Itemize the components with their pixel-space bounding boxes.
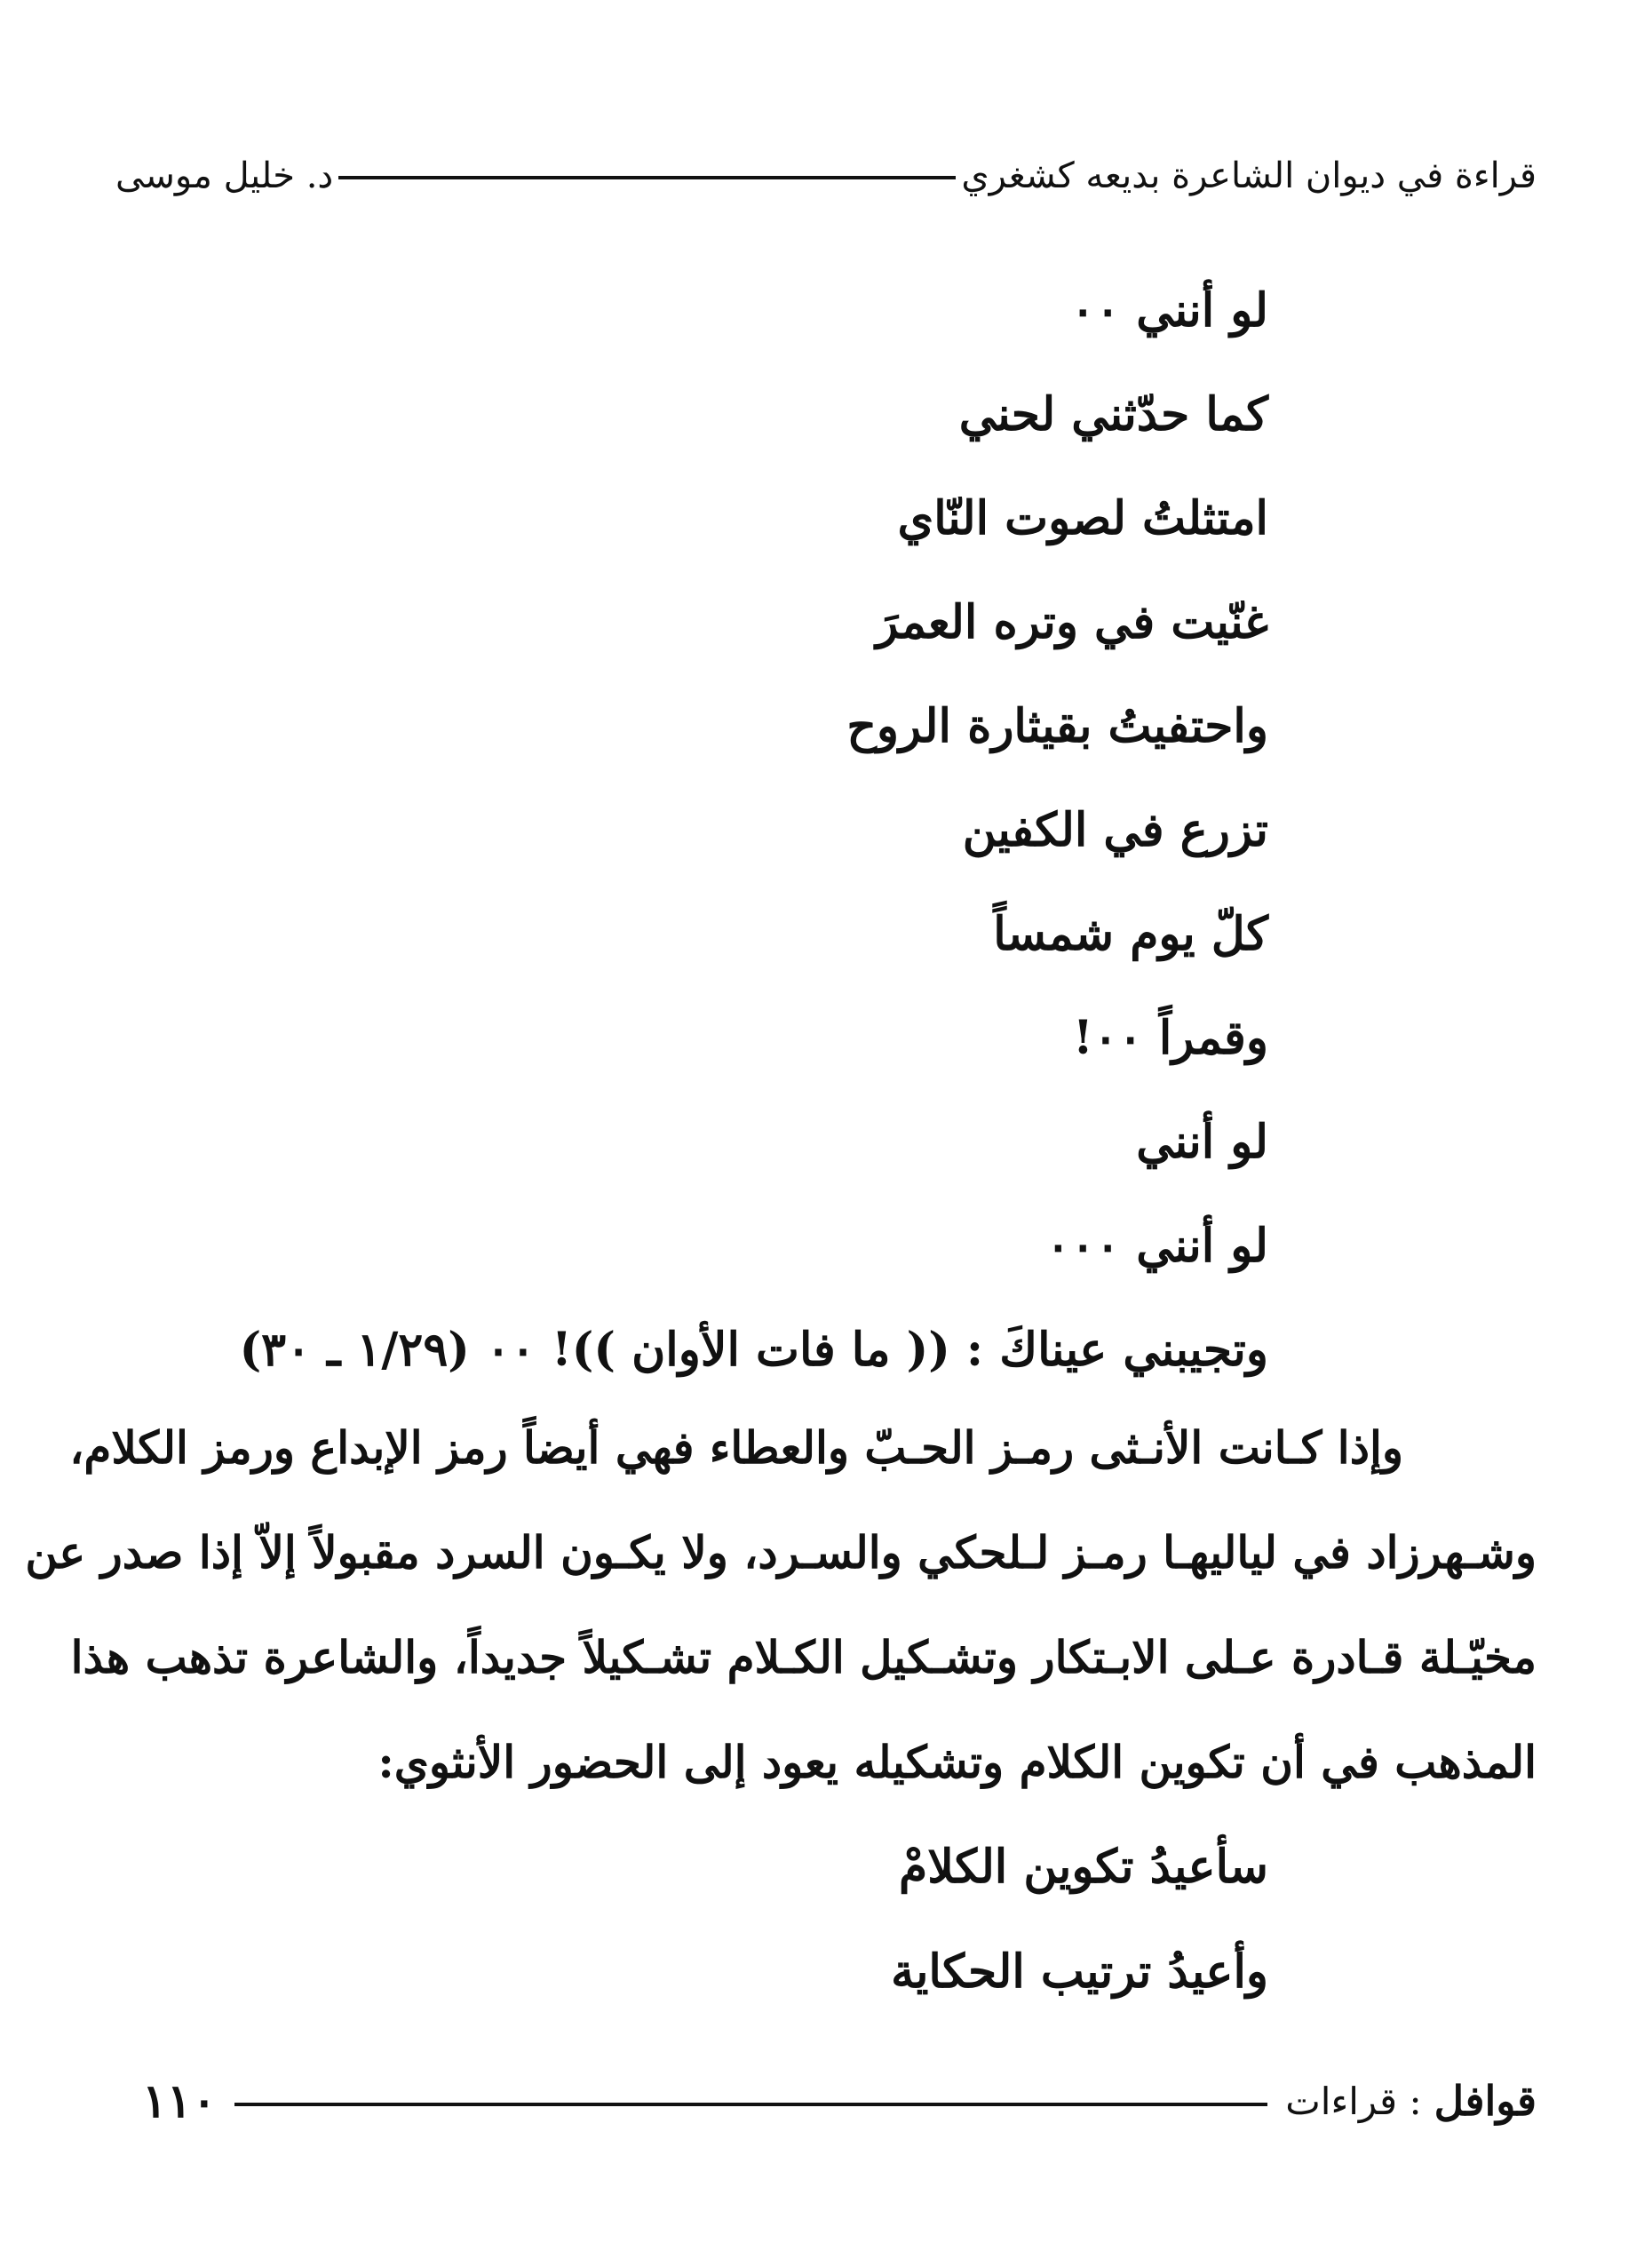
paragraph-line: مخيّـلة قـادرة عـلى الابـتكار وتشـكيل الكـلام تشـكيلاً جديداً، والشاعرة تذهب هذا bbox=[70, 1631, 1537, 1683]
poem-line: كلّ يوم شمساً bbox=[993, 907, 1268, 961]
poem-line: لو أنني ٠٠ bbox=[1070, 283, 1268, 338]
poem-line: وقمراً ٠٠! bbox=[1073, 1011, 1268, 1065]
journal-name: قوافل bbox=[1434, 2077, 1537, 2125]
paragraph-line: وإذا كـانت الأنـثى رمـز الحـبّ والعطاء فهي أيضاً رمز الإبداع ورمز الكلام، bbox=[69, 1421, 1403, 1474]
header-rule bbox=[338, 176, 956, 179]
poem-line: لو أنني bbox=[1136, 1115, 1268, 1169]
poem-line: واحتفيتُ بقيثارة الروح bbox=[846, 699, 1268, 753]
poem-line: تزرع في الكفين bbox=[962, 803, 1268, 857]
page-footer bbox=[115, 2074, 1537, 2128]
poem-line: لو أنني ٠٠٠ bbox=[1045, 1219, 1268, 1273]
section-name: : قراءات bbox=[1285, 2079, 1422, 2123]
poem-line: وأعيدُ ترتيب الحكاية bbox=[891, 1945, 1268, 1999]
footer-rule bbox=[234, 2103, 1267, 2106]
poem-line-citation: وتجيبني عيناكَ : (( ما فات الأوان ))! ٠٠ (١/٢٩ ـ ٣٠) bbox=[239, 1323, 1268, 1377]
paragraph-line: المذهب في أن تكوين الكلام وتشكيله يعود إلى الحضور الأنثوي: bbox=[377, 1736, 1537, 1788]
poem-line: امتثلتُ لصوت النّاي bbox=[897, 491, 1268, 545]
header-title: قراءة في ديوان الشاعرة بديعه كشغري bbox=[961, 155, 1537, 196]
paragraph-line: وشـهرزاد في لياليهـا رمـز لـلحكي والسـرد، ولا يكـون السرد مقبولاً إلاّ إذا صدر عن bbox=[25, 1526, 1537, 1579]
running-header bbox=[115, 149, 1537, 203]
poem-line: كما حدّثني لحني bbox=[958, 387, 1268, 441]
poem-line: سأعيدُ تكوين الكلامْ bbox=[899, 1840, 1268, 1894]
header-author: د. خليل موسى bbox=[115, 155, 334, 196]
poem-line: غنّيت في وتره العمرَ bbox=[876, 595, 1268, 649]
page-number: ١١٠ bbox=[142, 2073, 217, 2128]
